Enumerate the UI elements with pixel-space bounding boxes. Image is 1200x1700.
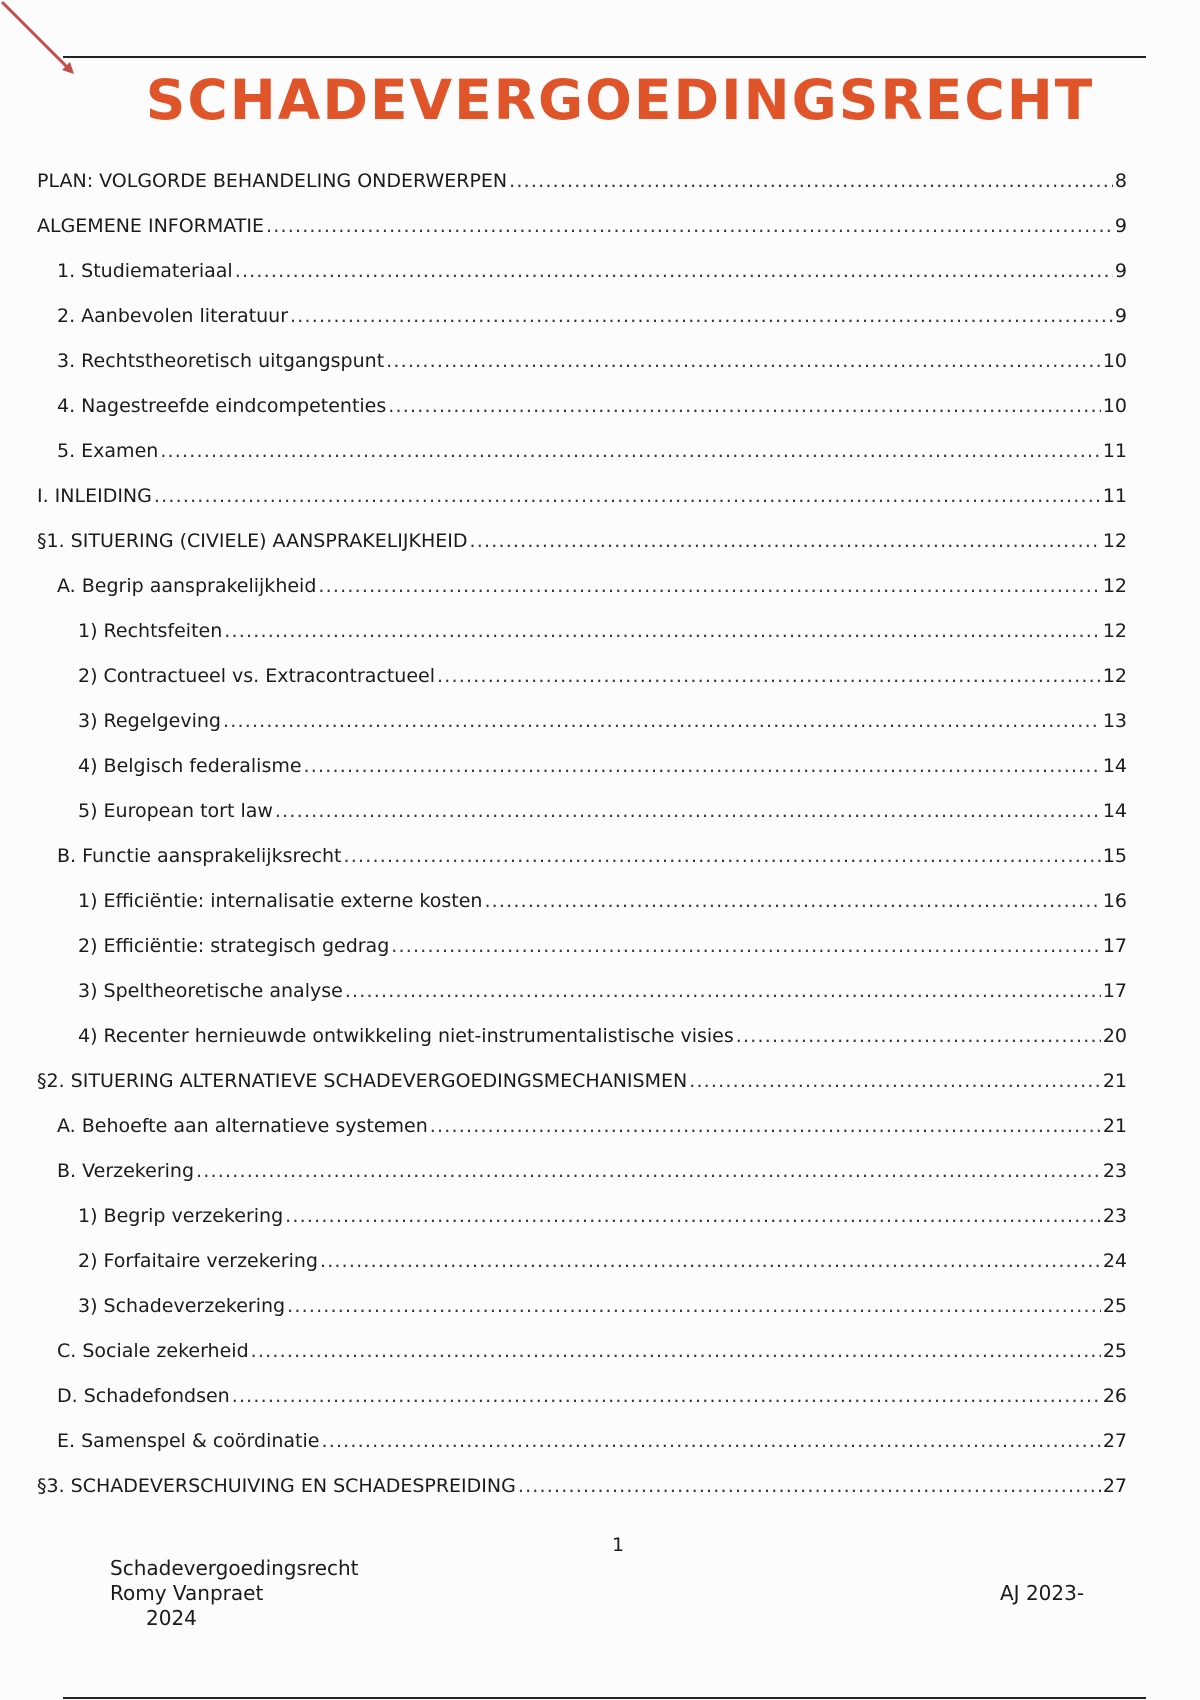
toc-entry[interactable] [37,429,1127,474]
footer-year-end: 2024 [146,1606,197,1630]
toc-entry-label: 1) Begrip verzekering [78,1205,284,1227]
toc-entry-page: 24 [1102,1250,1127,1272]
toc-dot-leader [318,564,1100,609]
toc-entry[interactable] [37,744,1127,789]
toc-entry-page: 21 [1102,1070,1127,1092]
toc-entry-label: 2) Forfaitaire verzekering [78,1250,318,1272]
toc-entry-page: 8 [1114,170,1127,192]
toc-dot-leader [304,744,1101,789]
toc-entry-label: 4. Nagestreefde eindcompetenties [57,395,387,417]
toc-entry-page: 27 [1102,1430,1127,1452]
toc-entry-page: 16 [1102,890,1127,912]
toc-dot-leader [689,1059,1101,1104]
toc-entry-page: 9 [1114,305,1127,327]
toc-dot-leader [736,1014,1101,1059]
toc-dot-leader [223,699,1101,744]
footer-rule [63,1697,1146,1699]
toc-dot-leader [251,1329,1101,1374]
page-number: 1 [611,1534,625,1556]
toc-dot-leader [344,834,1101,879]
toc-dot-leader [484,879,1100,924]
toc-entry-label: A. Begrip aansprakelijkheid [57,575,317,597]
toc-entry[interactable] [37,789,1127,834]
toc-entry-label: 5) European tort law [78,800,273,822]
toc-entry-label: 1) Rechtsfeiten [78,620,223,642]
toc-entry-page: 11 [1102,485,1127,507]
toc-entry[interactable] [37,294,1127,339]
header-rule [63,56,1146,58]
footer-left [110,1556,359,1631]
toc-entry-label: 4) Belgisch federalisme [78,755,302,777]
toc-dot-leader [275,789,1101,834]
toc-entry[interactable] [37,969,1127,1014]
toc-dot-leader [266,204,1113,249]
toc-entry[interactable] [37,924,1127,969]
toc-dot-leader [160,429,1101,474]
toc-entry-label: B. Verzekering [57,1160,195,1182]
toc-entry[interactable] [37,1014,1127,1059]
toc-entry[interactable] [37,654,1127,699]
toc-dot-leader [391,924,1101,969]
toc-entry-label: I. INLEIDING [37,485,152,507]
toc-entry-page: 25 [1102,1295,1127,1317]
toc-entry-label: 1) Efficiëntie: internalisatie externe kosten [78,890,483,912]
toc-entry-page: 15 [1102,845,1127,867]
toc-entry[interactable] [37,609,1127,654]
toc-dot-leader [388,384,1101,429]
toc-entry[interactable] [37,1239,1127,1284]
toc-entry[interactable] [37,159,1127,204]
toc-entry[interactable] [37,1149,1127,1194]
toc-dot-leader [345,969,1101,1014]
toc-entry[interactable] [37,1419,1127,1464]
table-of-contents [37,159,1127,1509]
toc-entry-page: 11 [1102,440,1127,462]
toc-entry-label: ALGEMENE INFORMATIE [37,215,264,237]
toc-entry[interactable] [37,1464,1127,1509]
toc-entry-label: B. Functie aansprakelijksrecht [57,845,342,867]
toc-entry-label: D. Schadefondsen [57,1385,230,1407]
toc-entry-label: A. Behoefte aan alternatieve systemen [57,1115,428,1137]
toc-entry-page: 17 [1102,980,1127,1002]
toc-entry-page: 9 [1114,260,1127,282]
toc-entry[interactable] [37,1329,1127,1374]
toc-entry-page: 27 [1102,1475,1127,1497]
toc-entry-label: E. Samenspel & coördinatie [57,1430,320,1452]
toc-entry-label: 3) Schadeverzekering [78,1295,286,1317]
toc-dot-leader [437,654,1101,699]
toc-dot-leader [470,519,1101,564]
toc-entry[interactable] [37,564,1127,609]
document-title: SCHADEVERGOEDINGSRECHT [145,68,1095,132]
toc-entry-page: 13 [1102,710,1127,732]
toc-dot-leader [154,474,1101,519]
toc-entry-page: 14 [1102,800,1127,822]
toc-entry-page: 12 [1102,530,1127,552]
toc-entry-page: 17 [1102,935,1127,957]
toc-entry[interactable] [37,879,1127,924]
toc-entry-label: 1. Studiemateriaal [57,260,233,282]
toc-dot-leader [320,1239,1101,1284]
toc-entry-page: 26 [1102,1385,1127,1407]
toc-entry[interactable] [37,1374,1127,1419]
toc-entry-page: 12 [1102,575,1127,597]
toc-dot-leader [321,1419,1100,1464]
toc-entry-page: 14 [1102,755,1127,777]
toc-dot-leader [518,1464,1101,1509]
toc-entry-page: 9 [1114,215,1127,237]
toc-entry-label: 2) Contractueel vs. Extracontractueel [78,665,436,687]
toc-entry[interactable] [37,204,1127,249]
toc-dot-leader [224,609,1101,654]
toc-entry[interactable] [37,1104,1127,1149]
toc-entry-page: 10 [1102,395,1127,417]
footer-academic-year: AJ 2023- [1000,1581,1085,1605]
toc-entry[interactable] [37,1284,1127,1329]
toc-dot-leader [196,1149,1101,1194]
toc-entry-page: 21 [1102,1115,1127,1137]
toc-entry-page: 25 [1102,1340,1127,1362]
toc-entry-label: 4) Recenter hernieuwde ontwikkeling niet-instrumentalistische visies [78,1025,734,1047]
toc-entry-page: 12 [1102,665,1127,687]
toc-entry[interactable] [37,1059,1127,1104]
toc-entry[interactable] [37,384,1127,429]
toc-entry-label: C. Sociale zekerheid [57,1340,249,1362]
toc-entry-label: 2. Aanbevolen literatuur [57,305,289,327]
toc-entry-page: 23 [1102,1160,1127,1182]
toc-entry[interactable] [37,249,1127,294]
toc-entry-page: 12 [1102,620,1127,642]
footer-course: Schadevergoedingsrecht [110,1556,359,1580]
toc-entry-label: 3. Rechtstheoretisch uitgangspunt [57,350,385,372]
toc-dot-leader [386,339,1101,384]
toc-dot-leader [287,1284,1101,1329]
toc-entry-page: 10 [1102,350,1127,372]
toc-entry-label: §3. SCHADEVERSCHUIVING EN SCHADESPREIDING [37,1475,516,1497]
toc-entry[interactable] [37,474,1127,519]
toc-entry-page: 20 [1102,1025,1127,1047]
toc-entry-label: 2) Efficiëntie: strategisch gedrag [78,935,390,957]
toc-entry-label: 5. Examen [57,440,159,462]
toc-entry-label: §1. SITUERING (CIVIELE) AANSPRAKELIJKHEID [37,530,468,552]
toc-entry[interactable] [37,1194,1127,1239]
toc-entry[interactable] [37,834,1127,879]
toc-dot-leader [509,159,1113,204]
toc-dot-leader [290,294,1113,339]
toc-entry-page: 23 [1102,1205,1127,1227]
toc-entry-label: 3) Regelgeving [78,710,221,732]
toc-dot-leader [232,1374,1101,1419]
toc-dot-leader [235,249,1113,294]
toc-entry[interactable] [37,699,1127,744]
toc-entry[interactable] [37,339,1127,384]
toc-entry-label: 3) Speltheoretische analyse [78,980,343,1002]
toc-entry-label: §2. SITUERING ALTERNATIEVE SCHADEVERGOEDINGSMECHANISMEN [37,1070,688,1092]
toc-entry-label: PLAN: VOLGORDE BEHANDELING ONDERWERPEN [37,170,508,192]
toc-dot-leader [430,1104,1101,1149]
toc-dot-leader [285,1194,1101,1239]
footer-author: Romy Vanpraet [110,1581,264,1605]
toc-entry[interactable] [37,519,1127,564]
